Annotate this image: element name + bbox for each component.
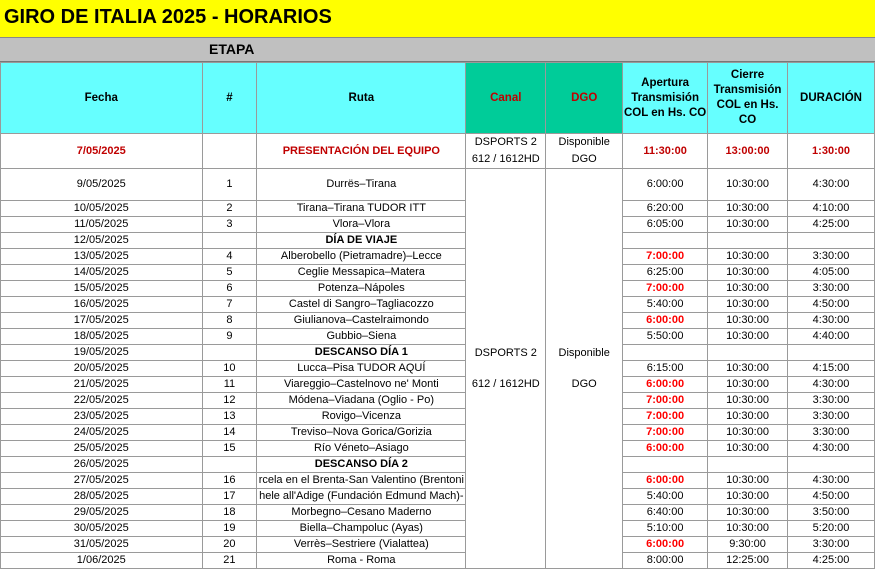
cell-fecha[interactable]: 31/05/2025 — [1, 537, 203, 553]
cell-apertura[interactable]: 6:00:00 — [623, 313, 708, 329]
stage-row — [1, 217, 875, 233]
cell-fecha[interactable]: 1/06/2025 — [1, 553, 203, 569]
cell-number[interactable]: 13 — [202, 409, 257, 425]
cell-duracion[interactable]: 3:30:00 — [788, 537, 875, 553]
header-duracion[interactable]: DURACIÓN — [788, 63, 875, 134]
cell-cierre[interactable]: 10:30:00 — [708, 361, 788, 377]
cell-cierre[interactable]: 10:30:00 — [708, 265, 788, 281]
cell-duracion[interactable]: 3:30:00 — [788, 425, 875, 441]
cell-number[interactable]: 5 — [202, 265, 257, 281]
cell-apertura[interactable]: 6:00:00 — [623, 377, 708, 393]
header-number[interactable]: # — [202, 63, 257, 134]
cell-dgo[interactable]: Disponible DGO — [546, 134, 623, 169]
cell-ruta[interactable]: DESCANSO DÍA 2 — [257, 457, 466, 473]
cell-number[interactable] — [202, 233, 257, 249]
cell-fecha[interactable]: 10/05/2025 — [1, 201, 203, 217]
cell-ruta[interactable]: Alberobello (Pietramadre)–Lecce — [257, 249, 466, 265]
cell-duracion[interactable]: 1:30:00 — [788, 134, 875, 169]
stage-row — [1, 201, 875, 217]
cell-ruta[interactable]: Viareggio–Castelnovo ne' Monti — [257, 377, 466, 393]
cell-duracion[interactable]: 4:10:00 — [788, 201, 875, 217]
cell-duracion[interactable]: 4:50:00 — [788, 489, 875, 505]
cell-cierre[interactable]: 10:30:00 — [708, 297, 788, 313]
cell-apertura[interactable]: 7:00:00 — [623, 249, 708, 265]
cell-canal[interactable]: DSPORTS 2 612 / 1612HD — [466, 134, 546, 169]
cell-duracion[interactable]: 4:25:00 — [788, 553, 875, 569]
cell-apertura[interactable]: 6:15:00 — [623, 361, 708, 377]
cell-cierre[interactable] — [708, 345, 788, 361]
cell-duracion[interactable]: 4:30:00 — [788, 441, 875, 457]
stage-row — [1, 441, 875, 457]
cell-apertura[interactable]: 7:00:00 — [623, 425, 708, 441]
cell-ruta[interactable]: rcela en el Brenta-San Valentino (Brentoni — [257, 473, 466, 489]
cell-fecha[interactable]: 19/05/2025 — [1, 345, 203, 361]
cell-fecha[interactable]: 14/05/2025 — [1, 265, 203, 281]
cell-cierre[interactable]: 9:30:00 — [708, 537, 788, 553]
cell-cierre[interactable]: 10:30:00 — [708, 441, 788, 457]
cell-number[interactable]: 20 — [202, 537, 257, 553]
cell-cierre[interactable]: 10:30:00 — [708, 505, 788, 521]
cell-ruta[interactable]: Ceglie Messapica–Matera — [257, 265, 466, 281]
cell-fecha[interactable]: 17/05/2025 — [1, 313, 203, 329]
stage-row — [1, 425, 875, 441]
stage-row — [1, 265, 875, 281]
cell-number[interactable]: 16 — [202, 473, 257, 489]
cell-dgo-merged[interactable]: Disponible DGO — [546, 169, 623, 569]
cell-duracion[interactable] — [788, 233, 875, 249]
cell-apertura[interactable]: 5:10:00 — [623, 521, 708, 537]
cell-apertura[interactable]: 11:30:00 — [623, 134, 708, 169]
cell-number[interactable]: 19 — [202, 521, 257, 537]
stage-row — [1, 233, 875, 249]
stage-row — [1, 505, 875, 521]
cell-fecha[interactable]: 24/05/2025 — [1, 425, 203, 441]
cell-fecha[interactable]: 20/05/2025 — [1, 361, 203, 377]
cell-fecha[interactable]: 11/05/2025 — [1, 217, 203, 233]
cell-duracion[interactable]: 3:30:00 — [788, 281, 875, 297]
cell-apertura[interactable]: 7:00:00 — [623, 409, 708, 425]
cell-duracion[interactable]: 3:30:00 — [788, 393, 875, 409]
stage-row — [1, 361, 875, 377]
cell-apertura[interactable]: 6:00:00 — [623, 441, 708, 457]
stage-row — [1, 521, 875, 537]
stage-row — [1, 281, 875, 297]
cell-ruta[interactable]: Biella–Champoluc (Ayas) — [257, 521, 466, 537]
cell-duracion[interactable]: 3:50:00 — [788, 505, 875, 521]
section-label: ETAPA — [209, 41, 255, 57]
cell-apertura[interactable]: 7:00:00 — [623, 281, 708, 297]
header-fecha[interactable]: Fecha — [1, 63, 203, 134]
cell-duracion[interactable]: 4:25:00 — [788, 217, 875, 233]
cell-number[interactable]: 18 — [202, 505, 257, 521]
cell-cierre[interactable] — [708, 457, 788, 473]
cell-fecha[interactable]: 30/05/2025 — [1, 521, 203, 537]
cell-number[interactable] — [202, 457, 257, 473]
cell-duracion[interactable]: 4:30:00 — [788, 377, 875, 393]
cell-number[interactable]: 9 — [202, 329, 257, 345]
cell-ruta[interactable]: PRESENTACIÓN DEL EQUIPO — [257, 134, 466, 169]
cell-duracion[interactable]: 4:40:00 — [788, 329, 875, 345]
cell-number[interactable]: 21 — [202, 553, 257, 569]
cell-duracion[interactable] — [788, 345, 875, 361]
cell-ruta[interactable]: Giulianova–Castelraimondo — [257, 313, 466, 329]
header-row — [1, 63, 875, 134]
cell-apertura[interactable]: 7:00:00 — [623, 393, 708, 409]
cell-ruta[interactable]: Castel di Sangro–Tagliacozzo — [257, 297, 466, 313]
cell-ruta[interactable]: Gubbio–Siena — [257, 329, 466, 345]
stage-row — [1, 329, 875, 345]
cell-apertura[interactable]: 6:40:00 — [623, 505, 708, 521]
cell-fecha[interactable]: 22/05/2025 — [1, 393, 203, 409]
cell-ruta[interactable]: DESCANSO DÍA 1 — [257, 345, 466, 361]
cell-fecha[interactable]: 29/05/2025 — [1, 505, 203, 521]
cell-number[interactable]: 4 — [202, 249, 257, 265]
cell-cierre[interactable]: 10:30:00 — [708, 249, 788, 265]
stage-row — [1, 345, 875, 361]
stage-row — [1, 393, 875, 409]
cell-apertura[interactable]: 6:25:00 — [623, 265, 708, 281]
stage-row — [1, 297, 875, 313]
stage-row — [1, 409, 875, 425]
cell-duracion[interactable]: 4:30:00 — [788, 313, 875, 329]
cell-cierre[interactable]: 10:30:00 — [708, 473, 788, 489]
cell-fecha[interactable]: 15/05/2025 — [1, 281, 203, 297]
cell-duracion[interactable]: 3:30:00 — [788, 249, 875, 265]
stage-row — [1, 489, 875, 505]
stage-row — [1, 249, 875, 265]
cell-ruta[interactable]: DÍA DE VIAJE — [257, 233, 466, 249]
section-bar[interactable] — [0, 38, 875, 62]
stage-row — [1, 313, 875, 329]
cell-number[interactable]: 14 — [202, 425, 257, 441]
cell-ruta[interactable]: Río Véneto–Asiago — [257, 441, 466, 457]
cell-number[interactable]: 15 — [202, 441, 257, 457]
cell-cierre[interactable]: 13:00:00 — [708, 134, 788, 169]
cell-cierre[interactable] — [708, 233, 788, 249]
cell-ruta[interactable]: Módena–Viadana (Oglio - Po) — [257, 393, 466, 409]
cell-duracion[interactable]: 4:50:00 — [788, 297, 875, 313]
cell-ruta[interactable]: Morbegno–Cesano Maderno — [257, 505, 466, 521]
cell-fecha[interactable]: 16/05/2025 — [1, 297, 203, 313]
cell-apertura[interactable]: 5:40:00 — [623, 297, 708, 313]
cell-ruta[interactable]: Lucca–Pisa TUDOR AQUÍ — [257, 361, 466, 377]
schedule-body — [1, 134, 875, 569]
cell-fecha[interactable]: 27/05/2025 — [1, 473, 203, 489]
cell-fecha[interactable]: 23/05/2025 — [1, 409, 203, 425]
cell-apertura[interactable]: 6:00:00 — [623, 473, 708, 489]
cell-duracion[interactable]: 4:05:00 — [788, 265, 875, 281]
cell-cierre[interactable]: 10:30:00 — [708, 281, 788, 297]
cell-number[interactable]: 11 — [202, 377, 257, 393]
cell-fecha[interactable]: 21/05/2025 — [1, 377, 203, 393]
cell-duracion[interactable]: 4:15:00 — [788, 361, 875, 377]
stage-row — [1, 553, 875, 569]
cell-ruta[interactable]: Roma - Roma — [257, 553, 466, 569]
cell-apertura[interactable] — [623, 345, 708, 361]
cell-cierre[interactable]: 12:25:00 — [708, 553, 788, 569]
header-dgo[interactable]: DGO — [546, 63, 623, 134]
stage-row — [1, 457, 875, 473]
cell-fecha[interactable]: 18/05/2025 — [1, 329, 203, 345]
cell-fecha[interactable]: 13/05/2025 — [1, 249, 203, 265]
cell-fecha[interactable]: 12/05/2025 — [1, 233, 203, 249]
cell-apertura[interactable]: 8:00:00 — [623, 553, 708, 569]
presentation-row — [1, 134, 875, 169]
cell-cierre[interactable]: 10:30:00 — [708, 489, 788, 505]
cell-ruta[interactable]: hele all'Adige (Fundación Edmund Mach)- — [257, 489, 466, 505]
cell-cierre[interactable]: 10:30:00 — [708, 313, 788, 329]
cell-duracion[interactable]: 3:30:00 — [788, 409, 875, 425]
cell-cierre[interactable]: 10:30:00 — [708, 377, 788, 393]
cell-ruta[interactable]: Verrès–Sestriere (Vialattea) — [257, 537, 466, 553]
cell-apertura[interactable]: 6:05:00 — [623, 217, 708, 233]
cell-apertura[interactable] — [623, 457, 708, 473]
stage-row — [1, 377, 875, 393]
stage-row — [1, 537, 875, 553]
cell-cierre[interactable]: 10:30:00 — [708, 393, 788, 409]
cell-apertura[interactable]: 5:50:00 — [623, 329, 708, 345]
cell-number[interactable]: 8 — [202, 313, 257, 329]
cell-number[interactable]: 3 — [202, 217, 257, 233]
cell-ruta[interactable]: Potenza–Nápoles — [257, 281, 466, 297]
header-canal[interactable]: Canal — [466, 63, 546, 134]
sheet-title: GIRO DE ITALIA 2025 - HORARIOS — [4, 6, 332, 28]
cell-fecha[interactable]: 7/05/2025 — [1, 134, 203, 169]
cell-fecha[interactable]: 9/05/2025 — [1, 169, 203, 201]
header-apertura[interactable]: Apertura Transmisión COL en Hs. CO — [623, 63, 708, 134]
cell-fecha[interactable]: 25/05/2025 — [1, 441, 203, 457]
cell-ruta[interactable]: Vlora–Vlora — [257, 217, 466, 233]
cell-ruta[interactable]: Tirana–Tirana TUDOR ITT — [257, 201, 466, 217]
title-bar[interactable] — [0, 0, 875, 38]
cell-number[interactable]: 17 — [202, 489, 257, 505]
cell-cierre[interactable]: 10:30:00 — [708, 521, 788, 537]
cell-ruta[interactable]: Durrës–Tirana — [257, 169, 466, 201]
cell-apertura[interactable] — [623, 233, 708, 249]
cell-cierre[interactable]: 10:30:00 — [708, 409, 788, 425]
cell-duracion[interactable]: 5:20:00 — [788, 521, 875, 537]
cell-number[interactable] — [202, 345, 257, 361]
cell-cierre[interactable]: 10:30:00 — [708, 201, 788, 217]
cell-number[interactable]: 7 — [202, 297, 257, 313]
cell-ruta[interactable]: Rovigo–Vicenza — [257, 409, 466, 425]
cell-number[interactable]: 10 — [202, 361, 257, 377]
cell-ruta[interactable]: Treviso–Nova Gorica/Gorizia — [257, 425, 466, 441]
stage-row — [1, 473, 875, 489]
cell-cierre[interactable]: 10:30:00 — [708, 169, 788, 201]
cell-duracion[interactable]: 4:30:00 — [788, 473, 875, 489]
cell-duracion[interactable] — [788, 457, 875, 473]
cell-apertura[interactable]: 6:20:00 — [623, 201, 708, 217]
stage-row — [1, 169, 875, 201]
cell-apertura[interactable]: 6:00:00 — [623, 537, 708, 553]
cell-fecha[interactable]: 28/05/2025 — [1, 489, 203, 505]
header-cierre[interactable]: Cierre Transmisión COL en Hs. CO — [708, 63, 788, 134]
cell-cierre[interactable]: 10:30:00 — [708, 425, 788, 441]
cell-cierre[interactable]: 10:30:00 — [708, 217, 788, 233]
cell-number[interactable]: 2 — [202, 201, 257, 217]
cell-number[interactable]: 12 — [202, 393, 257, 409]
cell-number[interactable] — [202, 134, 257, 169]
schedule-table — [0, 62, 875, 569]
cell-duracion[interactable]: 4:30:00 — [788, 169, 875, 201]
cell-number[interactable]: 1 — [202, 169, 257, 201]
header-ruta[interactable]: Ruta — [257, 63, 466, 134]
cell-apertura[interactable]: 5:40:00 — [623, 489, 708, 505]
cell-number[interactable]: 6 — [202, 281, 257, 297]
cell-fecha[interactable]: 26/05/2025 — [1, 457, 203, 473]
cell-apertura[interactable]: 6:00:00 — [623, 169, 708, 201]
cell-cierre[interactable]: 10:30:00 — [708, 329, 788, 345]
cell-canal-merged[interactable]: DSPORTS 2 612 / 1612HD — [466, 169, 546, 569]
